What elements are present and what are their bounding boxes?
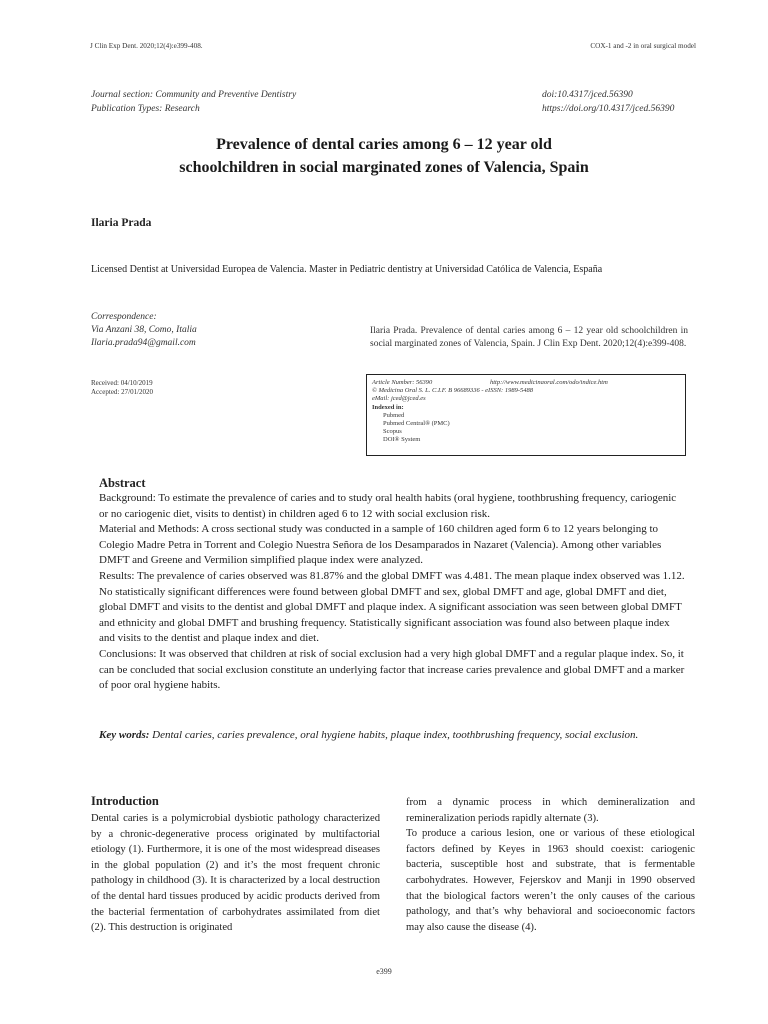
- index-item: Scopus: [383, 428, 402, 436]
- article-dates: [91, 379, 153, 397]
- correspondence-label: Correspondence:: [91, 312, 157, 322]
- received-date: Received: 04/10/2019: [91, 379, 153, 387]
- index-item: Pubmed Central® (PMC): [383, 420, 450, 428]
- index-item: DOI® System: [383, 436, 421, 444]
- journal-section: Journal section: Community and Preventive Dentistry: [91, 90, 297, 100]
- introduction-column-1: Dental caries is a polymicrobial dysbiotic pathology characterized by a chronic-degenerative process originated by multifactorial etiology (1). Furthermore, it is one of the most widespread diseases in the global population (2) and it’s the most frequent chronic pathology in childhood (3). It is characterized by a local destruction of the dental hard tissues produced by acidic products derived from the bacterial fermentation of carbohydrates assimilated from diet (2). This destruction is originated: [91, 813, 380, 934]
- paper-title: [90, 133, 678, 179]
- running-title-header: COX-1 and -2 in oral surgical model: [590, 42, 696, 50]
- introduction-column-2: [406, 795, 695, 935]
- journal-url[interactable]: http://www.medicinaoral.com/odo/indice.htm: [490, 379, 608, 386]
- abstract-heading: Abstract: [99, 476, 146, 490]
- author-affiliation: Licensed Dentist at Universidad Europea de Valencia. Master in Pediatric dentistry at Universidad Católica de Valencia, España: [91, 264, 603, 275]
- correspondence: [91, 311, 197, 350]
- article-number: Article Number: 56390: [372, 379, 433, 386]
- article-meta: [91, 88, 296, 116]
- intro-paragraph: from a dynamic process in which demineralization and remineralization periods rapidly alternate (3).: [406, 797, 695, 824]
- publication-type: Publication Types: Research: [91, 104, 200, 114]
- author-name: Ilaria Prada: [91, 217, 152, 229]
- index-item: Pubmed: [383, 411, 405, 419]
- article-info-box: [366, 374, 686, 456]
- keywords-label: Key words:: [99, 729, 150, 741]
- keywords-text: Dental caries, caries prevalence, oral hygiene habits, plaque index, toothbrushing frequency, social exclusion.: [152, 729, 639, 741]
- abstract-conclusions: Conclusions: It was observed that children at risk of social exclusion had a very high global DMFT and a regular plaque index. So, it can be concluded that social exclusion constitute an underlying factor that increase caries prevalence and global DMFT and a marker of poor oral hygiene habits.: [99, 647, 685, 692]
- doi-link[interactable]: https://doi.org/10.4317/jced.56390: [542, 104, 675, 114]
- indexed-label: Indexed in:: [372, 403, 404, 411]
- abstract-background: Background: To estimate the prevalence of caries and to study oral health habits (oral hygiene, toothbrushing frequency, cariogenic or no cariogenic diet, visits to dentist) in children aged 6 to 12 with social exclusion risk.: [99, 492, 677, 520]
- journal-citation-header: J Clin Exp Dent. 2020;12(4):e399-408.: [90, 42, 203, 50]
- keywords: [99, 728, 687, 744]
- abstract-body: [99, 491, 687, 694]
- citation-text: Ilaria Prada. Prevalence of dental caries among 6 – 12 year old schoolchildren in social marginated zones of Valencia, Spain. J Clin Exp Dent. 2020;12(4):e399-408.: [370, 326, 688, 349]
- copyright-line: © Medicina Oral S. L. C.I.F. B 96689336 - eISSN: 1989-5488: [372, 387, 533, 395]
- abstract-methods: Material and Methods: A cross sectional study was conducted in a sample of 160 children aged form 6 to 12 years belonging to Colegio Madre Petra in Torrent and Colegio Nuestra Señora de los Desamparados in Nazaret (Valencia). Among other variables DMFT and Greene and Vermilion simplified plaque index were analyzed.: [99, 523, 662, 567]
- page-number: e399: [376, 967, 392, 976]
- correspondence-email[interactable]: Ilaria.prada94@gmail.com: [91, 338, 196, 348]
- introduction-heading: Introduction: [91, 794, 159, 808]
- correspondence-address: Via Anzani 38, Como, Italia: [91, 325, 197, 335]
- doi-block: [542, 88, 674, 116]
- accepted-date: Accepted: 27/01/2020: [91, 388, 154, 396]
- title-line-2: schoolchildren in social marginated zones of Valencia, Spain: [179, 159, 589, 176]
- title-line-1: Prevalence of dental caries among 6 – 12 year old: [216, 136, 552, 153]
- doi: doi:10.4317/jced.56390: [542, 90, 633, 100]
- intro-paragraph: To produce a carious lesion, one or various of these etiological factors defined by Keyes in 1963 should coexist: cariogenic bacteria, susceptible host and substrate, that is fermentable carbohydrates. However, Fejerskov and Manji in 1990 observed that the biological factors weren’t the only causes of the carious pathology, and that’s why behavioral and socioeconomic factors may also cause the disease (4).: [406, 828, 695, 933]
- abstract-results: Results: The prevalence of caries observed was 81.87% and the global DMFT was 4.481. The mean plaque index observed was 1.12. No statistically significant differences were found between global DMFT and sex, global DMFT and age, global DMFT and diet, global DMFT and visits to the dentist and global DMFT and plaque index. A significant association was seen between global DMFT and ethnicity and global DMFT and brushing frequency. Statistically significant association was found also between plaque index and visits to the dentist and plaque index and diet.: [99, 569, 685, 645]
- journal-email[interactable]: eMail: jced@jced.es: [372, 395, 426, 403]
- info-row-article: [372, 379, 680, 387]
